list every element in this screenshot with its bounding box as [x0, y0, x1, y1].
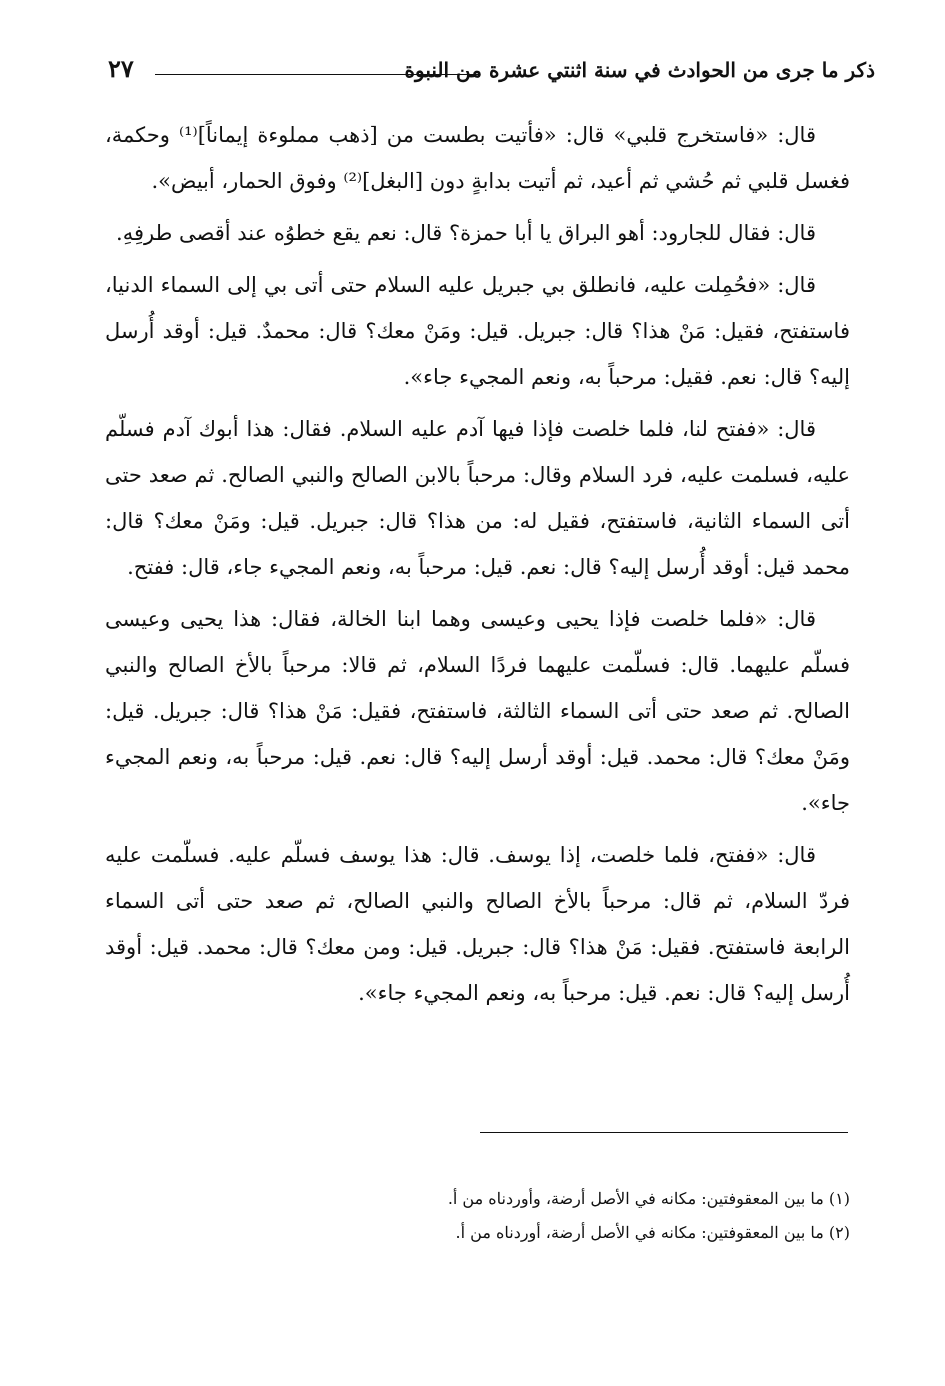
header-rule [155, 74, 480, 75]
page-number: ٢٧ [108, 54, 134, 83]
paragraph: قال: «ففتح، فلما خلصت، إذا يوسف. قال: هذا يوسف فسلّم عليه. فسلّمت عليه فردّ السلام، ثم قال: مرحباً بالأخ الصالح والنبي الصالح، ثم صعد حتى أتى السماء الرابعة فاستفتح. فقيل: مَنْ هذا؟ قال: جبريل. قيل: ومن معك؟ قال: محمد. قيل: أوقد أُرسل إليه؟ قال: نعم. قيل: مرحباً به، ونعم المجيء جاء». [105, 843, 850, 1005]
paragraph: قال: «فحُمِلت عليه، فانطلق بي جبريل عليه السلام حتى أتى بي إلى السماء الدنيا، فاستفتح، فقيل: مَنْ هذا؟ قال: جبريل. قيل: ومَنْ معك؟ قال: محمدٌ. قيل: أوقد أُرسل إليه؟ قال: نعم. فقيل: مرحباً به، ونعم المجيء جاء». [105, 273, 850, 389]
paragraph: قال: «فاستخرج قلبي» قال: «فأتيت بطست من [ذهب مملوءة إيماناً]⁽¹⁾ وحكمة، فغسل قلبي ثم حُشي ثم أعيد، ثم أتيت بدابةٍ دون [البغل]⁽²⁾ وفوق الحمار، أبيض». [105, 123, 850, 193]
footnote-separator [480, 1132, 848, 1133]
paragraph: قال: فقال للجارود: أهو البراق يا أبا حمزة؟ قال: نعم يقع خطوُه عند أقصى طرفِهِ. [116, 221, 816, 245]
running-title: ذكر ما جرى من الحوادث في سنة اثنتي عشرة من النبوة [404, 58, 875, 82]
paragraph: قال: «ففتح لنا، فلما خلصت فإذا فيها آدم عليه السلام. فقال: هذا أبوك آدم فسلّم عليه، فسلمت عليه، فرد السلام وقال: مرحباً بالابن الصالح والنبي الصالح. ثم صعد حتى أتى السماء الثانية، فاستفتح، فقيل له: من هذا؟ قال: جبريل. قيل: ومَنْ معك؟ قال: محمد قيل: أوقد أُرسل إليه؟ قال: نعم. قيل: مرحباً به، ونعم المجيء جاء، قال: ففتح. [105, 417, 850, 579]
footnotes [150, 1182, 850, 1250]
footnote-2: (٢) ما بين المعقوفتين: مكانه في الأصل أرضة، أوردناه من أ. [455, 1223, 850, 1242]
paragraph: قال: «فلما خلصت فإذا يحيى وعيسى وهما ابنا الخالة، فقال: هذا يحيى وعيسى فسلّم عليهما. قال: فسلّمت عليهما فردًا السلام، ثم قالا: مرحباً بالأخ الصالح والنبي الصالح. ثم صعد حتى أتى السماء الثالثة، فاستفتح، فقيل: مَنْ هذا؟ قال: جبريل. قيل: ومَنْ معك؟ قال: محمد. قيل: أوقد أرسل إليه؟ قال: نعم. قيل: مرحباً به، ونعم المجيء جاء». [105, 607, 850, 815]
main-text [105, 112, 850, 1022]
footnote-1: (١) ما بين المعقوفتين: مكانه في الأصل أرضة، وأوردناه من أ. [447, 1189, 850, 1208]
page-header [100, 52, 875, 96]
